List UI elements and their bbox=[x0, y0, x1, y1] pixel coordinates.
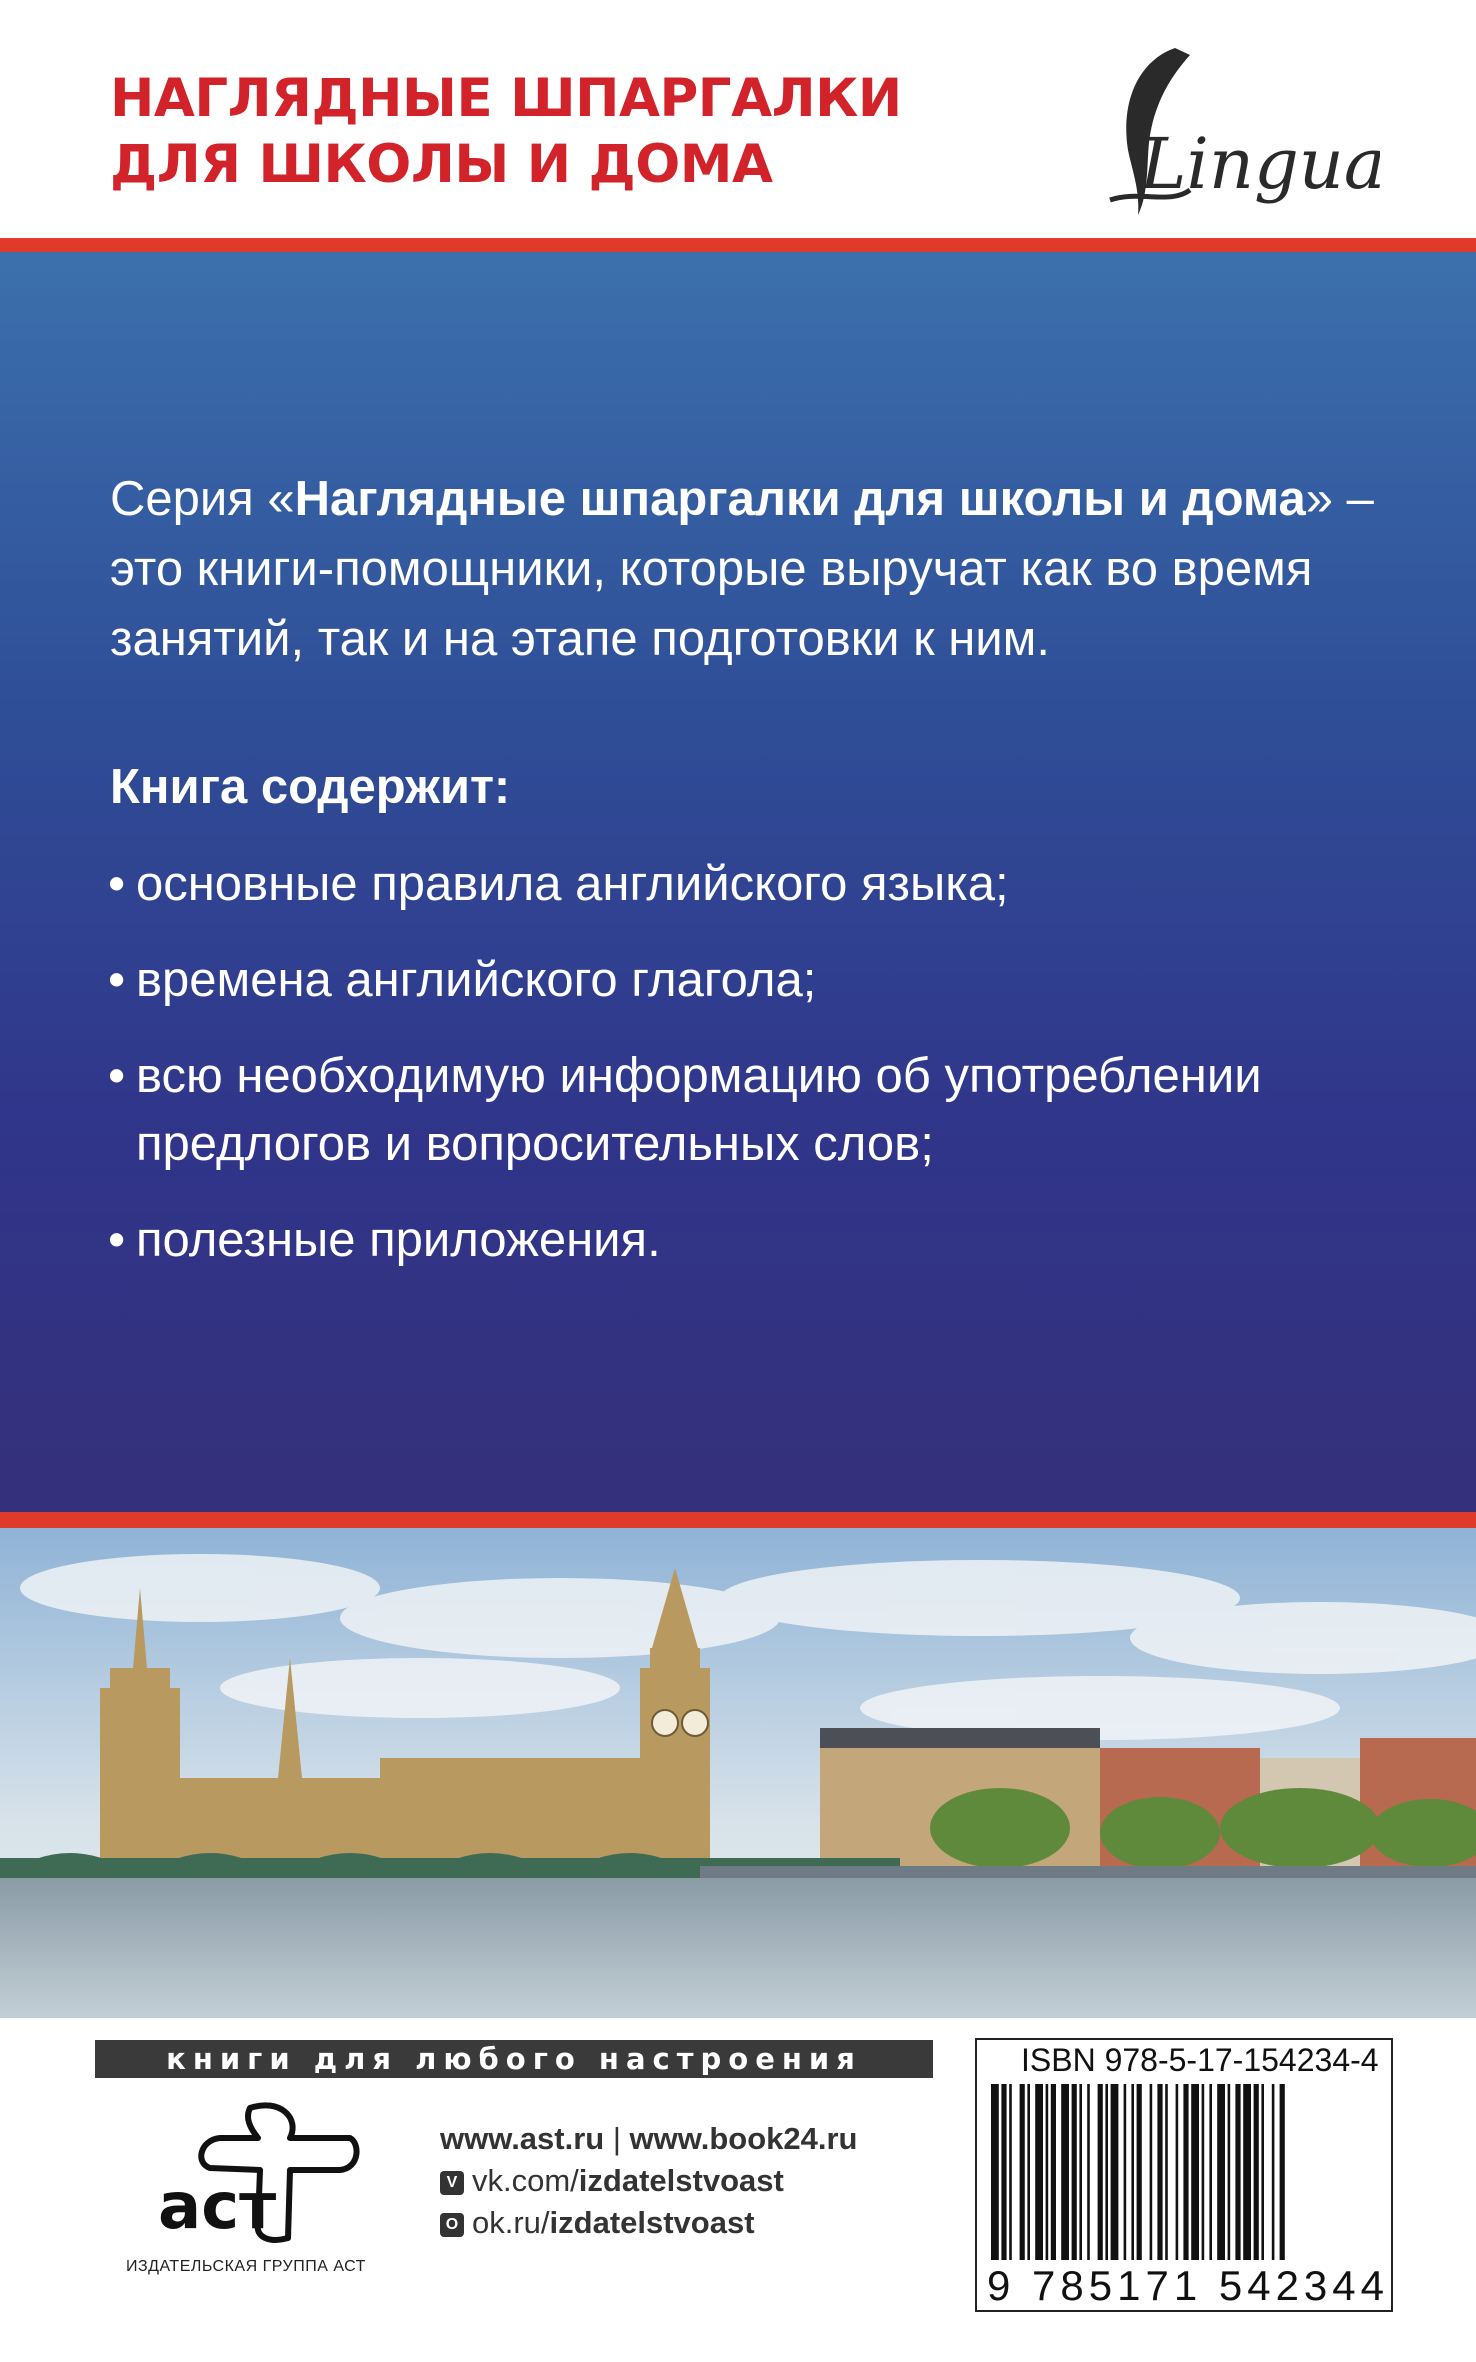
barcode-bar bbox=[1131, 2084, 1134, 2260]
barcode-bar bbox=[1176, 2084, 1179, 2260]
vk-link[interactable]: V vk.com/izdatelstvoast bbox=[440, 2160, 857, 2202]
barcode-panel bbox=[975, 2038, 1393, 2312]
barcode-bar bbox=[1165, 2084, 1168, 2260]
barcode-bar bbox=[1235, 2084, 1240, 2260]
barcode-bar bbox=[1280, 2084, 1285, 2260]
lingua-logo bbox=[1080, 40, 1380, 230]
slogan-bar: книги для любого настроения здесь bbox=[95, 2040, 933, 2078]
vk-icon: V bbox=[440, 2171, 464, 2195]
list-item: • полезные приложения. bbox=[108, 1213, 661, 1267]
barcode-bar bbox=[1272, 2084, 1275, 2260]
barcode-bar bbox=[1261, 2084, 1264, 2260]
barcode-bar bbox=[1051, 2084, 1056, 2260]
list-item: • основные правила английского языка; bbox=[108, 857, 1009, 911]
bottom-red-stripe bbox=[0, 1512, 1476, 1528]
links-separator: | bbox=[612, 2121, 621, 2156]
ok-link[interactable]: O ok.ru/izdatelstvoast bbox=[440, 2202, 857, 2244]
ast-logo-text: аст bbox=[158, 2170, 277, 2244]
isbn-number: ISBN 978-5-17-154234-4 bbox=[1021, 2042, 1379, 2078]
barcode-bar bbox=[1243, 2084, 1251, 2260]
barcode-bar bbox=[1157, 2084, 1162, 2260]
intro-series-name: Наглядные шпаргалки для школы и дома bbox=[294, 472, 1306, 526]
barcode-bar bbox=[991, 2084, 999, 2260]
list-item: • времена английского глагола; bbox=[108, 953, 817, 1007]
publisher-caption: ИЗДАТЕЛЬСКАЯ ГРУППА АСТ bbox=[126, 2258, 366, 2275]
odnoklassniki-icon: O bbox=[440, 2213, 464, 2237]
barcode-bar bbox=[1020, 2084, 1025, 2260]
barcode-bar bbox=[1079, 2084, 1082, 2260]
barcode-bar bbox=[1254, 2084, 1259, 2260]
barcode-icon bbox=[977, 2040, 1391, 2270]
barcode-bar bbox=[1027, 2084, 1030, 2260]
barcode-bar bbox=[1061, 2084, 1069, 2260]
ast-cross-icon bbox=[150, 2098, 370, 2248]
site-link-ast[interactable]: www.ast.ru bbox=[440, 2121, 605, 2156]
barcode-bar bbox=[1150, 2084, 1153, 2260]
barcode-bar bbox=[1217, 2084, 1225, 2260]
london-skyline-photo bbox=[0, 1528, 1476, 2018]
website-links bbox=[440, 2118, 857, 2160]
barcode-bar bbox=[1105, 2084, 1108, 2260]
description-panel bbox=[0, 252, 1476, 1512]
barcode-bar bbox=[1009, 2084, 1012, 2260]
contents-heading: Книга содержит: bbox=[110, 760, 511, 814]
barcode-bar bbox=[1046, 2084, 1049, 2260]
westminster-illustration bbox=[0, 1528, 1476, 2018]
barcode-bar bbox=[1137, 2084, 1142, 2260]
barcode-bar bbox=[1183, 2084, 1188, 2260]
barcode-bar bbox=[1209, 2084, 1212, 2260]
contents-list bbox=[108, 850, 1408, 1302]
series-title bbox=[110, 66, 902, 198]
intro-prefix: Серия « bbox=[110, 472, 295, 526]
barcode-bar bbox=[1035, 2084, 1043, 2260]
ast-logo bbox=[150, 2098, 370, 2248]
barcode-digits: 9 785171 542344 bbox=[987, 2262, 1389, 2309]
barcode-bar bbox=[1072, 2084, 1077, 2260]
barcode-bar bbox=[1124, 2084, 1127, 2260]
footer bbox=[0, 2018, 1476, 2362]
series-title-line2: ДЛЯ ШКОЛЫ И ДОМА bbox=[110, 134, 773, 195]
barcode-bar bbox=[1191, 2084, 1199, 2260]
header bbox=[0, 0, 1476, 238]
barcode-bar bbox=[1202, 2084, 1205, 2260]
barcode-bar bbox=[1001, 2084, 1006, 2260]
publisher-links bbox=[440, 2118, 857, 2244]
feather-quill-icon bbox=[1080, 40, 1380, 230]
site-link-book24[interactable]: www.book24.ru bbox=[629, 2121, 858, 2156]
intro-suffix: » – это книги-помощники, которые выручат как во время занятий, так и на этапе подготовки к ним. bbox=[110, 472, 1374, 666]
barcode-bar bbox=[1111, 2084, 1119, 2260]
top-red-stripe bbox=[0, 238, 1476, 252]
logo-wordmark: Lingua bbox=[1140, 123, 1380, 205]
barcode-bar bbox=[1098, 2084, 1103, 2260]
series-intro bbox=[110, 464, 1410, 674]
list-item: • всю необходимую информацию об употреблении предлогов и вопросительных слов; bbox=[108, 1049, 1262, 1171]
barcode-bar bbox=[1228, 2084, 1231, 2260]
series-title-line1: НАГЛЯДНЫЕ ШПАРГАЛКИ bbox=[110, 68, 902, 129]
barcode-bar bbox=[1087, 2084, 1090, 2260]
